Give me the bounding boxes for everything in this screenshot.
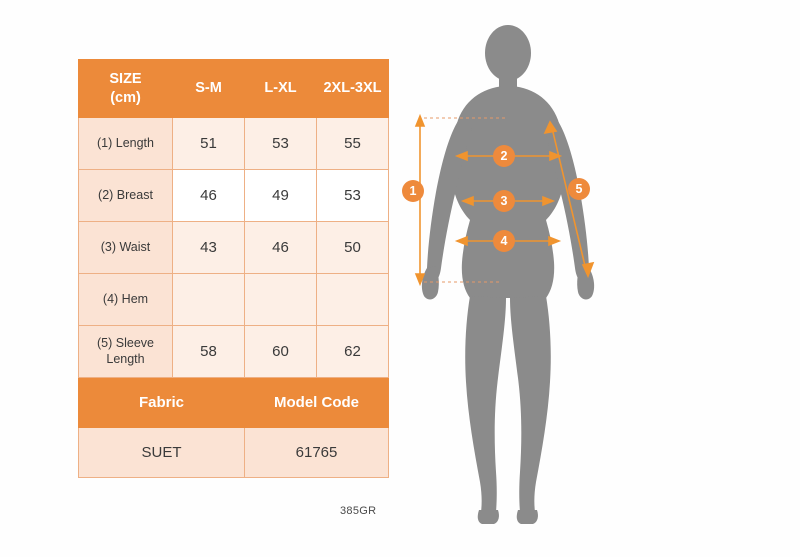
cell-sleeve-l-xl: 60 bbox=[245, 326, 317, 378]
measure-badge-5: 5 bbox=[568, 178, 590, 200]
column-header-size bbox=[79, 60, 173, 118]
measure-badge-3: 3 bbox=[493, 190, 515, 212]
table-row bbox=[79, 274, 389, 326]
cell-breast-s-m: 46 bbox=[173, 170, 245, 222]
table-row bbox=[79, 326, 389, 378]
cell-hem-2xl-3xl bbox=[317, 274, 389, 326]
cell-length-2xl-3xl: 55 bbox=[317, 118, 389, 170]
cell-waist-2xl-3xl: 50 bbox=[317, 222, 389, 274]
figure-panel bbox=[400, 20, 780, 540]
column-header-l-xl: L-XL bbox=[245, 60, 317, 118]
cell-waist-s-m: 43 bbox=[173, 222, 245, 274]
table-row bbox=[79, 222, 389, 274]
footer-value-fabric: SUET bbox=[79, 428, 245, 478]
table-body bbox=[79, 118, 389, 478]
table-footer-header-row bbox=[79, 378, 389, 428]
footer-value-model-code: 61765 bbox=[245, 428, 389, 478]
body-figure-diagram bbox=[400, 20, 780, 540]
column-header-s-m: S-M bbox=[173, 60, 245, 118]
row-label-length: (1) Length bbox=[79, 118, 173, 170]
measure-badge-1: 1 bbox=[402, 180, 424, 202]
cell-hem-l-xl bbox=[245, 274, 317, 326]
table-footer-value-row bbox=[79, 428, 389, 478]
cell-breast-2xl-3xl: 53 bbox=[317, 170, 389, 222]
cell-length-s-m: 51 bbox=[173, 118, 245, 170]
cell-breast-l-xl: 49 bbox=[245, 170, 317, 222]
column-header-2xl-3xl: 2XL-3XL bbox=[317, 60, 389, 118]
cell-hem-s-m bbox=[173, 274, 245, 326]
cell-sleeve-2xl-3xl: 62 bbox=[317, 326, 389, 378]
cell-sleeve-s-m: 58 bbox=[173, 326, 245, 378]
measure-badge-2: 2 bbox=[493, 145, 515, 167]
cell-waist-l-xl: 46 bbox=[245, 222, 317, 274]
size-table bbox=[78, 59, 389, 478]
row-label-hem: (4) Hem bbox=[79, 274, 173, 326]
footer-header-fabric: Fabric bbox=[79, 378, 245, 428]
table-header bbox=[79, 60, 389, 118]
row-label-waist: (3) Waist bbox=[79, 222, 173, 274]
female-silhouette bbox=[422, 25, 594, 524]
row-label-breast: (2) Breast bbox=[79, 170, 173, 222]
footer-header-model-code: Model Code bbox=[245, 378, 389, 428]
row-label-sleeve-length: (5) Sleeve Length bbox=[79, 326, 173, 378]
table-row bbox=[79, 118, 389, 170]
table-row bbox=[79, 170, 389, 222]
fabric-weight-note: 385GR bbox=[340, 505, 377, 517]
cell-length-l-xl: 53 bbox=[245, 118, 317, 170]
measure-badge-4: 4 bbox=[493, 230, 515, 252]
table-header-row bbox=[79, 60, 389, 118]
column-header-unit-text: (cm) bbox=[110, 89, 141, 106]
column-header-size-text: SIZE bbox=[109, 71, 142, 88]
